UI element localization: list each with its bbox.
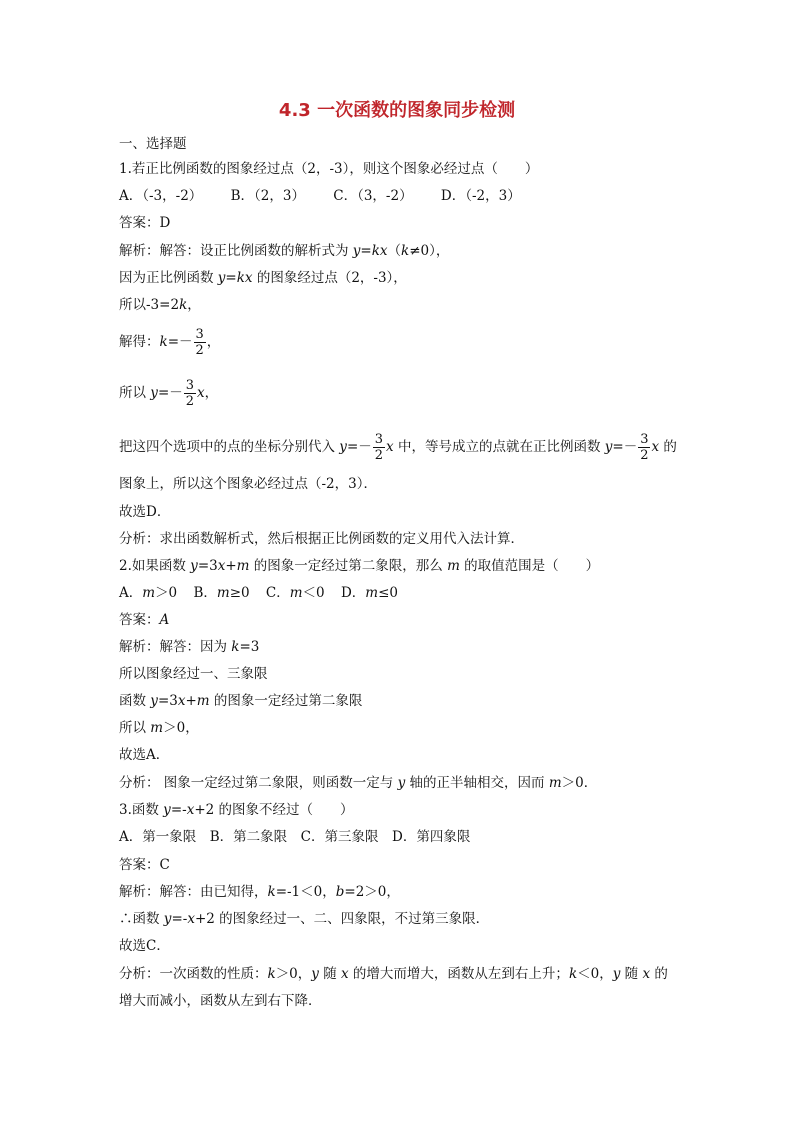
q2-options [119, 583, 398, 603]
q1-solution-line-7: 图象上，所以这个图象必经过点（-2，3）． [119, 476, 377, 492]
text: 函数 [119, 693, 151, 709]
text: =－ [157, 385, 183, 401]
text: +2 的图象经过一、二、四象限，不过第三象限． [194, 911, 490, 927]
math: y [339, 439, 347, 455]
text: C． [265, 585, 290, 601]
text: ∴函数 [119, 911, 164, 927]
text: B． [193, 585, 217, 601]
text: 所以 [119, 385, 151, 401]
math: k [231, 639, 240, 655]
text: 的增大而增大，函数从左到右上升； [348, 966, 569, 982]
text: ＜0 [302, 585, 325, 601]
fraction-denominator: 2 [640, 448, 649, 463]
math: y [150, 693, 158, 709]
math: y=kx [217, 270, 253, 286]
fraction-denominator: 2 [185, 394, 195, 409]
q1-solution-line-3 [119, 295, 201, 315]
math: x [187, 911, 195, 927]
text: + [185, 693, 197, 709]
text: =－ [167, 334, 193, 350]
q1-stem: 1.若正比例函数的图象经过点（2，-3），则这个图象必经过点（ ） [119, 161, 539, 177]
q3-solution-line-1 [119, 882, 400, 902]
text: +2 的图象不经过（ ） [194, 802, 354, 818]
math: x [651, 439, 660, 455]
text: D． [340, 585, 366, 601]
fraction-numerator: 3 [374, 432, 384, 447]
text: 分析： 图象一定经过第二象限，则函数一定与 [119, 775, 398, 791]
math: k [159, 334, 168, 350]
q2-analysis [119, 773, 597, 793]
text: ≤0 [378, 585, 398, 601]
text: 的取值范围是（ ） [459, 558, 600, 574]
q2-option-b [193, 585, 249, 601]
text: ， [187, 297, 201, 313]
q3-stem [119, 800, 354, 820]
text: =- [171, 911, 188, 927]
q2-solution-line-2: 所以图象经过一、三象限 [119, 666, 268, 682]
text: 答案： [119, 612, 160, 628]
math: y [612, 966, 621, 982]
q1-option-d: D．（-2，3） [440, 188, 521, 204]
q1-solution-line-2 [119, 268, 407, 288]
q1-solution-line-1 [119, 241, 449, 261]
q2-option-c [266, 585, 325, 601]
text: ＜0， [577, 966, 613, 982]
text: 随 [318, 966, 342, 982]
math: y [150, 385, 158, 401]
text: ， [204, 385, 219, 401]
math: m [142, 585, 156, 601]
math: y [190, 558, 198, 574]
text: + [225, 558, 237, 574]
text: A． [119, 585, 143, 601]
math: y [163, 911, 172, 927]
text: =－ [346, 439, 372, 455]
q3-analysis-line-2: 增大而减小，函数从左到右下降． [119, 993, 322, 1009]
math: m [289, 585, 303, 601]
q2-answer [119, 610, 169, 630]
text: 因为正比例函数 [119, 270, 218, 286]
q1-analysis: 分析：求出函数解析式，然后根据正比例函数的定义用代入法计算． [119, 531, 524, 547]
math: m [447, 558, 460, 574]
text: 的图象一定经过第二象限，那么 [249, 558, 448, 574]
math: m [216, 585, 230, 601]
math: m [150, 720, 164, 736]
text: 解析：解答：由已知得， [119, 884, 268, 900]
q3-options: A．第一象限 B．第二象限 C．第三象限 D．第四象限 [119, 829, 471, 845]
fraction [373, 432, 385, 463]
math: x [197, 385, 205, 401]
text: =3 [239, 639, 260, 655]
q1-option-a: A．（-3，-2） [119, 188, 203, 204]
q3-answer: 答案：C [119, 857, 170, 873]
math: x [341, 966, 349, 982]
q2-solution-line-5: 故选A． [119, 747, 170, 763]
math: m [236, 558, 250, 574]
text: 的图象一定经过第二象限 [209, 693, 363, 709]
text: 2.如果函数 [119, 558, 191, 574]
q1-solution-line-8: 故选D． [119, 504, 171, 520]
math: m [365, 585, 379, 601]
text: =－ [612, 439, 638, 455]
text: ＞0， [275, 966, 312, 982]
document-title: 4.3 一次函数的图象同步检测 [278, 100, 516, 121]
text: 3.函数 [119, 802, 164, 818]
q2-solution-line-3 [119, 691, 362, 711]
math: x [642, 966, 651, 982]
text: 分析：一次函数的性质： [119, 966, 268, 982]
text: ， [206, 334, 221, 350]
text: （ [387, 243, 402, 259]
section-heading: 一、选择题 [119, 136, 187, 152]
text: =- [170, 802, 187, 818]
math: x [177, 693, 186, 709]
math: x [217, 558, 226, 574]
text: 把这四个选项中的点的坐标分别代入 [119, 439, 340, 455]
text: 的 [650, 966, 668, 982]
math: y [311, 966, 319, 982]
q1-solution-line-6 [119, 432, 677, 463]
math: y [163, 802, 171, 818]
text: 解得： [119, 334, 160, 350]
fraction-denominator: 2 [195, 343, 204, 358]
q1-option-c: C．（3，-2） [333, 188, 413, 204]
math: k [401, 243, 410, 259]
math: y=kx [352, 243, 388, 259]
q1-solution-line-5 [119, 378, 218, 409]
fraction [184, 378, 196, 409]
fraction [638, 432, 650, 463]
text: =3 [197, 558, 218, 574]
math: m [196, 693, 210, 709]
math: A [159, 612, 170, 628]
math: y [604, 439, 613, 455]
math: y [397, 775, 406, 791]
math: b [335, 884, 345, 900]
q3-solution-line-3: 故选C． [119, 938, 170, 954]
math: k [568, 966, 578, 982]
text: ＞0． [561, 775, 598, 791]
text: 所以-3=2 [119, 297, 180, 313]
math: k [267, 884, 276, 900]
q1-option-b: B．（2，3） [230, 188, 305, 204]
text: ＞0， [163, 720, 199, 736]
q2-solution-line-4 [119, 718, 199, 738]
fraction [194, 327, 206, 358]
fraction-denominator: 2 [374, 448, 384, 463]
q2-stem [119, 556, 599, 576]
text: =2＞0， [344, 884, 400, 900]
math: x [186, 802, 195, 818]
text: 所以 [119, 720, 151, 736]
q3-solution-line-2 [119, 909, 489, 929]
math: k [179, 297, 188, 313]
q3-analysis [119, 964, 668, 984]
text: ≠0）， [409, 243, 450, 259]
text: 的 [659, 439, 677, 455]
text: 随 [620, 966, 643, 982]
math: k [267, 966, 276, 982]
q2-option-d [341, 585, 398, 601]
text: 的图象经过点（2，-3）， [252, 270, 407, 286]
fraction-numerator: 3 [195, 327, 204, 342]
text: ＞0 [155, 585, 178, 601]
text: 中，等号成立的点就在正比例函数 [393, 439, 605, 455]
fraction-numerator: 3 [185, 378, 195, 393]
text: =-1＜0， [275, 884, 336, 900]
q1-options [119, 186, 545, 206]
text: =3 [157, 693, 178, 709]
math: m [548, 775, 562, 791]
text: 解析：解答：设正比例函数的解析式为 [119, 243, 353, 259]
text: 解析：解答：因为 [119, 639, 232, 655]
q1-answer: 答案：D [119, 215, 171, 231]
text: 轴的正半轴相交，因而 [405, 775, 549, 791]
q1-solution-line-4 [119, 327, 220, 358]
text: ≥0 [229, 585, 250, 601]
q2-option-a [119, 585, 177, 601]
math: x [386, 439, 394, 455]
q2-solution-line-1 [119, 637, 259, 657]
fraction-numerator: 3 [640, 432, 649, 447]
